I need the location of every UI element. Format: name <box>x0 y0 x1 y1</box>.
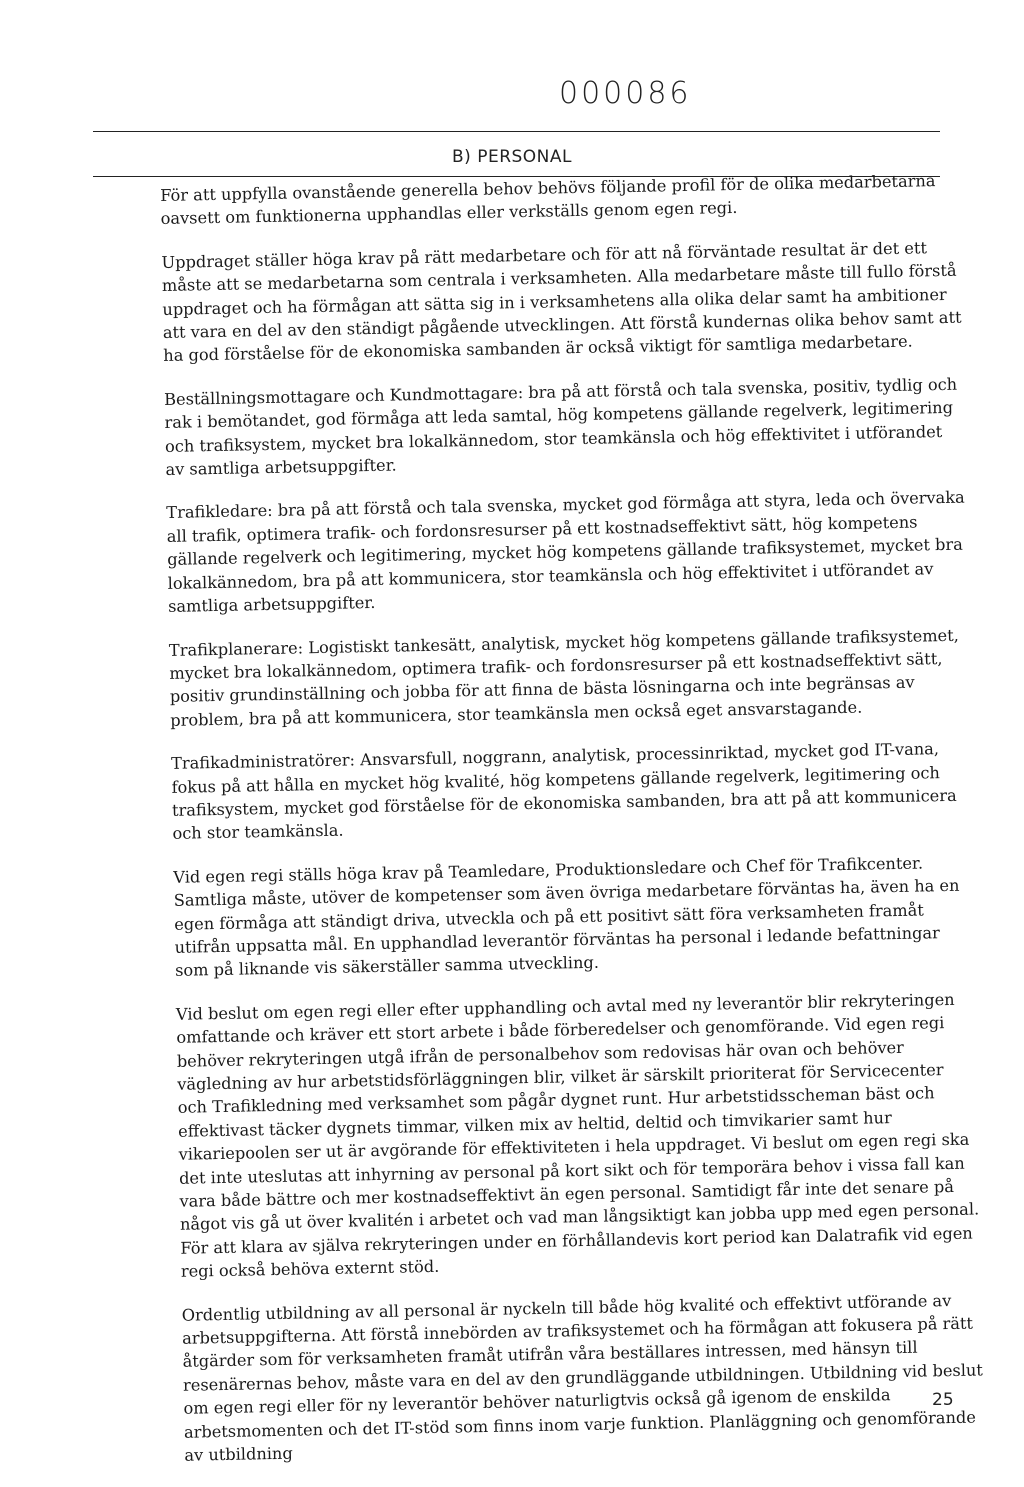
heading-top-rule <box>93 131 940 132</box>
paragraph-order-receivers: Beställningsmottagare och Kundmottagare: bra på att förstå och tala svenska, positiv, tydlig och rak i bemötandet, god förmåga att leda samtal, hög kompetens gällande regelverk, legitimering och trafiksystem, mycket bra lokalkännedom, stor teamkänsla och hög effektivitet i utförandet av samtliga arbetsuppgifter. <box>163 374 958 480</box>
paragraph-intro: För att uppfylla ovanstående generella behov behövs följande profil för de olika medarbetarna oavsett om funktionerna upphandlas eller verkställs genom egen regi. <box>160 171 936 229</box>
paragraph-management: Vid egen regi ställs höga krav på Teamledare, Produktionsledare och Chef för Trafikcenter. Samtliga måste, utöver de kompetenser som även övriga medarbetare förväntas ha, även ha en egen förmåga att ständigt driva, utveckla och på ett positivt sätt föra verksamheten framåt utifrån uppsatta mål. En upphandlad leverantör förväntas ha personal i ledande befattningar som på liknande vis säkerställer samma utveckling. <box>173 853 960 981</box>
section-heading: B) PERSONAL <box>452 147 572 167</box>
paragraph-recruitment: Vid beslut om egen regi eller efter upphandling och avtal med ny leverantör blir rekryteringen omfattande och kräver ett stort arbete i både förberedelser och genomförande. Vid egen regi behöver rekryteringen utgå ifrån de personalbehov som redovisas här ovan och behöver vägledning av hur arbetstidsförläggningen blir, vilket är särskilt prioriterat för Servicecenter och Trafikledning med verksamhet som pågår dygnet runt. Hur arbetstidsscheman bäst och effektivast täcker dygnets timmar, vilken mix av heltid, deltid och timvikarier samt hur vikariepoolen ser ut är avgörande för effektiviteten i hela uppdraget. Vi beslut om egen regi ska det inte uteslutas att inhyrning av personal på kort sikt och för temporära behov i vissa fall kan vara både bättre och mer kostnadseffektivt än egen personal. Samtidigt får inte det senare på något vis gå ut över kvalitén i arbetet och vad man långsiktigt kan jobba upp med egen personal. För att klara av själva rekryteringen under en förhållandevis kort period kan Dalatrafik vid egen regi också behöva externt stöd. <box>175 989 980 1282</box>
page-number: 25 <box>932 1390 954 1410</box>
paragraph-requirements: Uppdraget ställer höga krav på rätt medarbetare och för att nå förväntade resultat är det ett måste att se medarbetarna som centrala i verksamheten. Alla medarbetare måste till fullo förstå uppdraget och ha förmågan att sätta sig in i verksamhetens alla olika delar samt ha ambitioner att vara en del av den ständigt pågående utvecklingen. Att förstå kundernas olika behov samt att ha god förståelse för de ekonomiska sambanden är också viktigt för samtliga medarbetare. <box>161 238 962 366</box>
paragraph-traffic-planners: Trafikplanerare: Logistiskt tankesätt, analytisk, mycket hög kompetens gällande trafiksystemet, mycket bra lokalkännedom, optimera trafik- och fordonsresurser på ett kostnadseffektivt sätt, positiv grundinställning och jobba för att finna de bästa lösningarna och inte begränsas av problem, bra på att kommunicera, stor teamkänsla men också eget ansvarstagande. <box>168 625 959 730</box>
paragraph-traffic-controllers: Trafikledare: bra på att förstå och tala svenska, mycket god förmåga att styra, leda och övervaka all trafik, optimera trafik- och fordonsresurser på ett kostnadseffektivt sätt, hög kompetens gällande regelverk och legitimering, mycket hög kompetens gällande trafiksystemet, mycket bra lokalkännedom, bra på att kommunicera, stor teamkänsla och hög effektivitet i utförandet av samtliga arbetsuppgifter. <box>166 488 965 617</box>
paragraph-traffic-administrators: Trafikadministratörer: Ansvarsfull, noggrann, analytisk, processinriktad, mycket god IT-vana, fokus på att hålla en mycket hög kvalité, hög kompetens gällande regelverk, legitimering och trafiksystem, mycket god förståelse för de ekonomiska sambanden, bra att på att kommunicera och stor teamkänsla. <box>170 739 957 844</box>
paragraph-training: Ordentlig utbildning av all personal är nyckeln till både hög kvalité och effektivt utförande av arbetsuppgifterna. Att förstå innebörden av trafiksystemet och ha förmågan att fokusera på rätt åtgärder som för verksamheten framåt utifrån våra beställares intressen, med hänsyn till resenärernas behov, måste vara en del av den grundläggande utbildningen. Utbildning vid beslut om egen regi eller för ny leverantör behöver naturligtvis också gå igenom de enskilda arbetsmomenten och det IT-stöd som finns inom varje funktion. Planläggning och genomförande av utbildning <box>181 1290 984 1465</box>
document-number-stamp: 000086 <box>559 76 692 111</box>
body-text <box>160 169 985 1487</box>
